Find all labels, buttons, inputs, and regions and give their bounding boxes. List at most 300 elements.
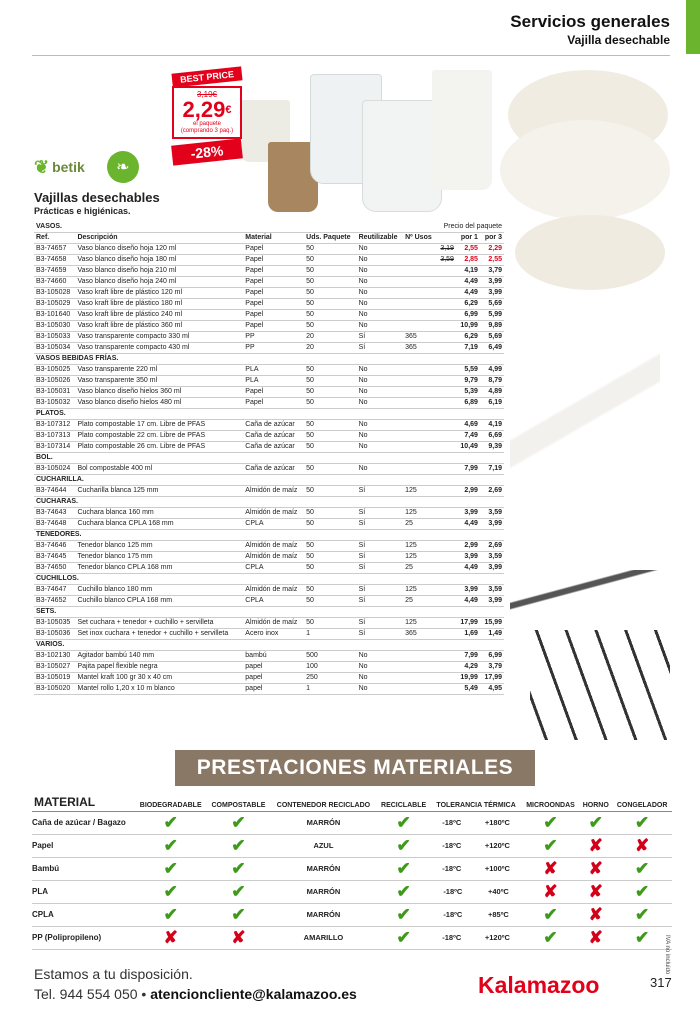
table-cell: 50 — [304, 266, 356, 277]
table-cell: 5,49 — [456, 684, 480, 695]
section-name: CUCHARAS. — [34, 497, 504, 508]
table-cell — [436, 541, 456, 552]
section-row — [34, 354, 504, 365]
table-cell: No — [357, 673, 404, 684]
table-cell: 125 — [403, 618, 436, 629]
table-row — [34, 343, 504, 354]
table-cell: 50 — [304, 431, 356, 442]
column-header: por 1 — [456, 233, 480, 244]
table-cell: Almidón de maíz — [243, 508, 304, 519]
cross-icon: ✘ — [588, 881, 603, 901]
table-cell: 2,69 — [480, 541, 504, 552]
table-cell: papel — [243, 684, 304, 695]
thermal-tolerance — [430, 880, 521, 903]
table-cell: 500 — [304, 651, 356, 662]
check-icon: ✔ — [634, 904, 650, 924]
materials-column-header: HORNO — [579, 787, 612, 811]
table-cell: B3-74647 — [34, 585, 75, 596]
materials-column-header: RECICLABLE — [377, 787, 431, 811]
column-header: Material — [243, 233, 304, 244]
table-cell: Plato compostable 22 cm. Libre de PFAS — [75, 431, 243, 442]
thermal-range — [430, 841, 521, 850]
section-name: BOL. — [34, 453, 504, 464]
vat-note: IVA no incluido — [664, 935, 670, 975]
materials-cell — [207, 926, 270, 949]
table-cell: 5,59 — [456, 365, 480, 376]
table-cell: 7,19 — [456, 343, 480, 354]
table-cell: 250 — [304, 673, 356, 684]
table-cell: B3-107312 — [34, 420, 75, 431]
table-cell: 50 — [304, 618, 356, 629]
temp-min: -18ºC — [443, 910, 463, 919]
materials-cell — [207, 811, 270, 834]
temp-max: +85ºC — [487, 910, 509, 919]
table-cell: B3-105036 — [34, 629, 75, 640]
section-row — [34, 222, 504, 233]
table-cell: B3-107314 — [34, 442, 75, 453]
plate-image — [500, 120, 670, 220]
table-row — [34, 244, 504, 255]
thermal-tolerance — [430, 857, 521, 880]
betik-logo — [34, 157, 85, 178]
table-cell: Almidón de maíz — [243, 541, 304, 552]
materials-cell — [579, 834, 612, 857]
table-cell: 20 — [304, 343, 356, 354]
check-icon: ✔ — [231, 858, 246, 878]
table-cell: 1,69 — [456, 629, 480, 640]
table-cell: No — [357, 255, 404, 266]
table-cell: B3-105020 — [34, 684, 75, 695]
table-cell: B3-74643 — [34, 508, 75, 519]
table-cell: No — [357, 431, 404, 442]
materials-column-header: BIODEGRADABLE — [135, 787, 207, 811]
table-cell: B3-74644 — [34, 486, 75, 497]
cutlery-image — [510, 300, 660, 560]
table-cell — [436, 431, 456, 442]
material-name: Caña de azúcar / Bagazo — [32, 811, 135, 834]
table-cell: No — [357, 321, 404, 332]
container-color: AZUL — [270, 834, 377, 857]
materials-cell — [579, 811, 612, 834]
table-cell: B3-105027 — [34, 662, 75, 673]
discount-badge: -28% — [171, 138, 243, 165]
thermal-range — [430, 818, 521, 827]
table-cell — [403, 420, 436, 431]
materials-cell — [135, 834, 207, 857]
table-cell: 5,69 — [480, 332, 504, 343]
table-cell: Papel — [243, 244, 304, 255]
column-header: por 3 — [480, 233, 504, 244]
table-cell — [436, 442, 456, 453]
check-icon: ✔ — [231, 881, 246, 901]
check-icon: ✔ — [543, 835, 558, 855]
table-cell: 50 — [304, 541, 356, 552]
materials-column-header: CONTENEDOR RECICLADO — [270, 787, 377, 811]
table-cell: Vaso kraft libre de plástico 120 ml — [75, 288, 243, 299]
check-icon: ✔ — [543, 812, 558, 832]
table-cell: Mantel kraft 100 gr 30 x 40 cm — [75, 673, 243, 684]
table-cell: 3,79 — [480, 662, 504, 673]
table-cell: B3-105028 — [34, 288, 75, 299]
table-cell — [436, 585, 456, 596]
table-cell — [436, 508, 456, 519]
table-cell: B3-74645 — [34, 552, 75, 563]
check-icon: ✔ — [231, 904, 246, 924]
table-cell: 7,99 — [456, 651, 480, 662]
footer-email[interactable]: atencioncliente@kalamazoo.es — [150, 986, 357, 1002]
temp-max: +120ºC — [484, 841, 510, 850]
table-cell: 4,49 — [456, 596, 480, 607]
old-price: 3,19€ — [196, 90, 218, 99]
table-cell: Sí — [357, 508, 404, 519]
materials-column-header: MICROONDAS — [522, 787, 580, 811]
table-cell: Vaso transparente compacto 330 ml — [75, 332, 243, 343]
table-cell: 25 — [403, 519, 436, 530]
table-cell: Vaso blanco diseño hoja 180 ml — [75, 255, 243, 266]
table-row — [34, 431, 504, 442]
section-name: CUCHILLOS. — [34, 574, 504, 585]
table-cell: No — [357, 376, 404, 387]
table-cell: PLA — [243, 376, 304, 387]
table-cell: No — [357, 310, 404, 321]
table-cell — [436, 365, 456, 376]
table-cell: 50 — [304, 288, 356, 299]
currency: € — [225, 104, 232, 116]
table-cell — [403, 277, 436, 288]
materials-cell — [522, 880, 580, 903]
table-cell: 50 — [304, 310, 356, 321]
thermal-range — [430, 933, 521, 942]
table-cell: 50 — [304, 585, 356, 596]
materials-row — [32, 834, 672, 857]
thermal-tolerance — [430, 926, 521, 949]
table-cell: 6,69 — [480, 431, 504, 442]
table-cell: 125 — [403, 486, 436, 497]
section-name: CUCHARILLA. — [34, 475, 504, 486]
material-name: PLA — [32, 880, 135, 903]
table-cell: Set cuchara + tenedor + cuchillo + servilleta — [75, 618, 243, 629]
container-color: AMARILLO — [270, 926, 377, 949]
check-icon: ✔ — [163, 858, 178, 878]
table-cell: 50 — [304, 299, 356, 310]
temp-min: -18ºC — [442, 933, 462, 942]
check-icon: ✔ — [543, 904, 558, 924]
table-cell: No — [357, 244, 404, 255]
table-cell: B3-105030 — [34, 321, 75, 332]
table-cell: Sí — [357, 563, 404, 574]
price-header: Precio del paquete — [436, 222, 504, 233]
table-cell — [403, 321, 436, 332]
table-cell: Sí — [357, 585, 404, 596]
check-icon: ✔ — [163, 835, 178, 855]
table-cell: No — [357, 266, 404, 277]
materials-banner: PRESTACIONES MATERIALES — [175, 750, 535, 786]
table-cell: 4,95 — [480, 684, 504, 695]
temp-min: -18ºC — [442, 864, 462, 873]
table-cell: CPLA — [243, 519, 304, 530]
table-cell: 8,79 — [480, 376, 504, 387]
table-row — [34, 310, 504, 321]
kalamazoo-logo: Kalamazoo — [478, 972, 600, 998]
table-cell: Pajita papel flexible negra — [75, 662, 243, 673]
table-cell: Cuchara blanca CPLA 168 mm — [75, 519, 243, 530]
table-row — [34, 585, 504, 596]
table-cell: Cuchillo blanco CPLA 168 mm — [75, 596, 243, 607]
table-cell: 7,99 — [456, 464, 480, 475]
table-cell: No — [357, 387, 404, 398]
table-cell: 50 — [304, 376, 356, 387]
table-row — [34, 442, 504, 453]
table-cell: Sí — [357, 486, 404, 497]
table-cell: 50 — [304, 365, 356, 376]
table-cell: 50 — [304, 321, 356, 332]
table-cell: Agitador bambú 140 mm — [75, 651, 243, 662]
table-cell: B3-105032 — [34, 398, 75, 409]
table-cell: 3,99 — [456, 552, 480, 563]
table-cell: 3,99 — [480, 288, 504, 299]
table-cell — [436, 266, 456, 277]
materials-cell — [612, 834, 672, 857]
table-cell: Set inox cuchara + tenedor + cuchillo + servilleta — [75, 629, 243, 640]
materials-column-header: CONGELADOR — [612, 787, 672, 811]
table-cell: B3-74660 — [34, 277, 75, 288]
table-row — [34, 332, 504, 343]
section-row — [34, 475, 504, 486]
table-cell — [436, 563, 456, 574]
cross-icon: ✘ — [634, 835, 650, 855]
materials-row — [32, 857, 672, 880]
check-icon: ✔ — [231, 835, 246, 855]
table-cell: 4,19 — [456, 266, 480, 277]
table-cell: Sí — [357, 596, 404, 607]
price-box — [172, 86, 242, 139]
table-cell: Almidón de maíz — [243, 585, 304, 596]
table-cell — [436, 662, 456, 673]
materials-column-header: MATERIAL — [32, 787, 135, 811]
cross-icon: ✘ — [588, 904, 603, 924]
table-cell: 365 — [403, 629, 436, 640]
materials-row — [32, 880, 672, 903]
materials-cell — [377, 834, 431, 857]
materials-row — [32, 926, 672, 949]
table-cell: B3-107313 — [34, 431, 75, 442]
table-cell: 6,99 — [456, 310, 480, 321]
container-color: MARRÓN — [270, 857, 377, 880]
section-title: Servicios generales — [510, 12, 670, 31]
materials-cell — [207, 834, 270, 857]
table-cell — [436, 684, 456, 695]
materials-cell — [522, 857, 580, 880]
table-cell: 6,29 — [456, 332, 480, 343]
table-cell: 4,19 — [480, 420, 504, 431]
temp-max: +100ºC — [484, 864, 510, 873]
table-cell: No — [357, 651, 404, 662]
material-name: CPLA — [32, 903, 135, 926]
check-icon: ✔ — [634, 881, 650, 901]
table-cell: Vaso transparente compacto 430 ml — [75, 343, 243, 354]
materials-cell — [612, 880, 672, 903]
table-cell: CPLA — [243, 596, 304, 607]
column-header: Nº Usos — [403, 233, 436, 244]
material-name: Bambú — [32, 857, 135, 880]
table-cell: 6,49 — [480, 343, 504, 354]
table-cell: Sí — [357, 552, 404, 563]
table-cell — [403, 651, 436, 662]
table-cell: Cuchillo blanco 180 mm — [75, 585, 243, 596]
table-cell: 50 — [304, 552, 356, 563]
check-icon: ✔ — [396, 812, 411, 832]
table-cell: B3-74652 — [34, 596, 75, 607]
materials-cell — [135, 880, 207, 903]
section-row — [34, 574, 504, 585]
table-cell — [403, 464, 436, 475]
table-cell: Caña de azúcar — [243, 442, 304, 453]
check-icon: ✔ — [163, 904, 178, 924]
materials-cell — [522, 926, 580, 949]
section-row — [34, 497, 504, 508]
materials-table — [32, 787, 672, 950]
table-cell — [403, 376, 436, 387]
table-cell: 3,59 — [480, 508, 504, 519]
table-cell: B3-74657 — [34, 244, 75, 255]
container-color: MARRÓN — [270, 811, 377, 834]
table-cell: B3-105019 — [34, 673, 75, 684]
offer-price — [176, 99, 238, 121]
check-icon: ✔ — [396, 904, 411, 924]
table-cell: 50 — [304, 244, 356, 255]
betik-leaf-icon: ❦ — [34, 156, 50, 177]
table-cell: No — [357, 365, 404, 376]
table-cell: B3-74646 — [34, 541, 75, 552]
table-cell: 50 — [304, 508, 356, 519]
table-cell: Tenedor blanco 125 mm — [75, 541, 243, 552]
check-icon: ✔ — [163, 812, 178, 832]
check-icon: ✔ — [163, 881, 178, 901]
table-cell: Caña de azúcar — [243, 431, 304, 442]
check-icon: ✔ — [588, 812, 603, 832]
table-cell: 125 — [403, 552, 436, 563]
materials-cell — [207, 903, 270, 926]
betik-logo-text: betik — [52, 159, 85, 175]
table-row — [34, 398, 504, 409]
table-cell: 20 — [304, 332, 356, 343]
table-cell — [403, 662, 436, 673]
section-tab — [686, 0, 700, 54]
table-row — [34, 376, 504, 387]
table-cell: 50 — [304, 563, 356, 574]
table-cell: B3-105031 — [34, 387, 75, 398]
container-color: MARRÓN — [270, 903, 377, 926]
section-name: TENEDORES. — [34, 530, 504, 541]
thermal-range — [430, 887, 521, 896]
check-icon: ✔ — [396, 881, 411, 901]
table-cell — [436, 376, 456, 387]
offer-price-value: 2,29 — [182, 97, 226, 122]
table-cell: 125 — [403, 541, 436, 552]
table-row — [34, 365, 504, 376]
materials-cell — [135, 903, 207, 926]
table-row — [34, 508, 504, 519]
table-cell — [436, 310, 456, 321]
table-cell: 6,99 — [480, 651, 504, 662]
table-cell: B3-105024 — [34, 464, 75, 475]
materials-cell — [377, 926, 431, 949]
table-cell: B3-105033 — [34, 332, 75, 343]
table-cell — [436, 343, 456, 354]
table-cell: B3-74650 — [34, 563, 75, 574]
table-cell: 4,29 — [456, 662, 480, 673]
table-cell: 3,79 — [480, 266, 504, 277]
table-cell: 50 — [304, 442, 356, 453]
table-row — [34, 464, 504, 475]
table-cell: 50 — [304, 277, 356, 288]
table-cell: 6,19 — [480, 398, 504, 409]
table-cell — [403, 299, 436, 310]
cross-icon: ✘ — [588, 835, 603, 855]
section-name: VASOS. — [34, 222, 436, 233]
materials-cell — [579, 903, 612, 926]
check-icon: ✔ — [396, 927, 411, 947]
table-row — [34, 486, 504, 497]
table-cell: 10,49 — [456, 442, 480, 453]
table-cell: Papel — [243, 310, 304, 321]
table-cell: 50 — [304, 596, 356, 607]
table-cell: Acero inox — [243, 629, 304, 640]
price-note-2: (comprando 3 paq.) — [180, 128, 234, 134]
materials-column-header: COMPOSTABLE — [207, 787, 270, 811]
table-cell: Papel — [243, 288, 304, 299]
table-cell: B3-102130 — [34, 651, 75, 662]
table-cell: PP — [243, 332, 304, 343]
footer-contact — [34, 986, 357, 1002]
table-cell: Papel — [243, 387, 304, 398]
table-cell: CPLA — [243, 563, 304, 574]
cross-icon: ✘ — [231, 927, 246, 947]
table-cell — [403, 431, 436, 442]
table-cell — [403, 266, 436, 277]
table-row — [34, 266, 504, 277]
table-cell — [436, 332, 456, 343]
materials-cell — [612, 903, 672, 926]
table-cell: 4,99 — [480, 365, 504, 376]
table-cell: 2,29 — [480, 244, 504, 255]
table-cell: 3,59 — [480, 585, 504, 596]
table-cell: Cucharilla blanca 125 mm — [75, 486, 243, 497]
table-cell: Papel — [243, 255, 304, 266]
table-cell: 3,99 — [456, 508, 480, 519]
table-cell: No — [357, 464, 404, 475]
column-header: Reutilizable — [357, 233, 404, 244]
cross-icon: ✘ — [543, 858, 558, 878]
section-name: PLATOS. — [34, 409, 504, 420]
table-cell: 17,99 — [456, 618, 480, 629]
table-cell: 100 — [304, 662, 356, 673]
table-cell — [403, 673, 436, 684]
table-cell: 125 — [403, 508, 436, 519]
table-cell: Vaso kraft libre de plástico 240 ml — [75, 310, 243, 321]
table-row — [34, 541, 504, 552]
table-cell: 3,19 — [436, 244, 456, 255]
product-title: Vajillas desechables — [34, 190, 160, 205]
table-row — [34, 288, 504, 299]
table-cell — [436, 552, 456, 563]
materials-cell — [579, 880, 612, 903]
straws-image — [530, 630, 670, 740]
table-cell: 50 — [304, 464, 356, 475]
table-cell: Sí — [357, 519, 404, 530]
section-subtitle: Vajilla desechable — [567, 33, 670, 47]
table-cell — [403, 442, 436, 453]
